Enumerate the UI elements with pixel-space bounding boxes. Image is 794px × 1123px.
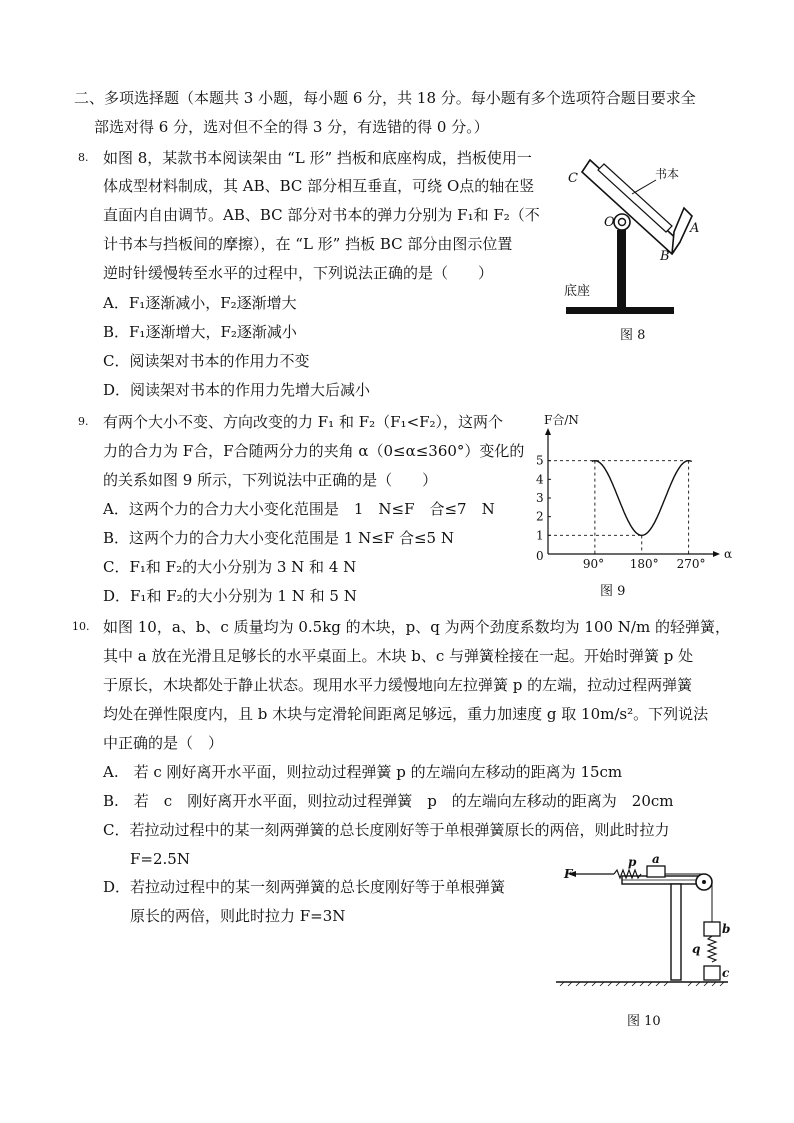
question-text-line: 中正确的是（ ） xyxy=(103,734,224,752)
question-number: 8. xyxy=(78,151,89,164)
y-tick-label: 3 xyxy=(536,491,544,505)
label-c: c xyxy=(722,966,730,980)
option-c: C．阅读架对书本的作用力不变 xyxy=(103,352,310,370)
series-line xyxy=(592,461,692,536)
table-leg xyxy=(671,884,681,980)
option-c-continued: F=2.5N xyxy=(130,850,190,868)
question-text-line: 其中 a 放在光滑且足够长的水平桌面上。木块 b、c 与弹簧栓接在一起。开始时弹簧 p 处 xyxy=(103,647,694,665)
option-b: B．这两个力的合力大小变化范围是 1 N≤F 合≤5 N xyxy=(103,529,454,547)
question-text-line: 力的合力为 F合，F合随两分力的夹角 α（0≤α≤360°）变化的 xyxy=(103,442,525,460)
section-header-line1: 二、多项选择题（本题共 3 小题，每小题 6 分，共 18 分。每小题有多个选项符合题目要求全 xyxy=(74,89,696,107)
question-text-line: 体成型材料制成，其 AB、BC 部分相互垂直，可绕 O点的轴在竖 xyxy=(103,177,535,195)
question-text-line: 逆时针缓慢转至水平的过程中，下列说法正确的是（ ） xyxy=(103,264,494,282)
block-c xyxy=(704,966,720,980)
stand-pole xyxy=(617,230,626,308)
label-q: q xyxy=(692,942,701,956)
option-d: D．若拉动过程中的某一刻两弹簧的总长度刚好等于单根弹簧 xyxy=(103,878,506,896)
option-b: B. 若 c 刚好离开水平面，则拉动过程弹簧 p 的左端向左移动的距离为 20cm xyxy=(103,792,674,810)
question-text-line: 直面内自由调节。AB、BC 部分对书本的弹力分别为 F₁和 F₂（不 xyxy=(103,206,540,224)
book-leader-line xyxy=(632,180,656,194)
block-a xyxy=(647,866,665,877)
option-d: D．阅读架对书本的作用力先增大后减小 xyxy=(103,381,371,399)
question-number: 9. xyxy=(78,415,89,428)
label-b: B xyxy=(660,249,670,264)
question-text-line: 有两个大小不变、方向改变的力 F₁ 和 F₂（F₁<F₂），这两个 xyxy=(103,413,504,431)
question-text-line: 的关系如图 9 所示，下列说法中正确的是（ ） xyxy=(103,471,438,489)
label-f: F xyxy=(564,867,573,881)
board-ab xyxy=(672,208,692,254)
question-number: 10. xyxy=(72,620,90,633)
y-tick-label: 1 xyxy=(536,528,544,543)
question-text-line: 均处在弹性限度内，且 b 木块与定滑轮间距离足够远，重力加速度 g 取 10m/s²。下列说法 xyxy=(103,705,709,723)
label-base: 底座 xyxy=(564,284,591,299)
label-p: p xyxy=(628,855,637,869)
figure-8-reading-stand xyxy=(560,150,700,350)
figure-9-chart xyxy=(526,413,733,578)
question-text-line: 于原长，木块都处于静止状态。现用水平力缓慢地向左拉弹簧 p 的左端，拉动过程两弹簧 xyxy=(103,676,693,694)
block-b xyxy=(704,922,720,936)
option-c: C．若拉动过程中的某一刻两弹簧的总长度刚好等于单根弹簧原长的两倍，则此时拉力 xyxy=(103,821,670,839)
option-a: A．F₁逐渐减小，F₂逐渐增大 xyxy=(103,294,297,312)
label-c: C xyxy=(568,171,578,186)
option-a: A. 若 c 刚好离开水平面，则拉动过程弹簧 p 的左端向左移动的距离为 15cm xyxy=(103,763,623,781)
figure-10-pulley-system xyxy=(552,852,732,992)
section-header-line2: 部选对得 6 分，选对但不全的得 3 分，有选错的得 0 分。） xyxy=(94,118,489,136)
stand-base xyxy=(566,307,674,314)
y-tick-label: 5 xyxy=(536,453,544,468)
label-a: a xyxy=(652,852,660,866)
spring-q xyxy=(708,936,716,962)
x-axis-arrow xyxy=(713,551,720,557)
x-tick-label: 180° xyxy=(629,557,659,571)
y-axis-label: F合/N xyxy=(544,413,579,427)
question-text-line: 计书本与挡板间的摩擦），在 “L 形” 挡板 BC 部分由图示位置 xyxy=(103,235,513,253)
y-tick-label: 4 xyxy=(536,472,544,487)
option-a: A．这两个力的合力大小变化范围是 1 N≤F 合≤7 N xyxy=(103,500,495,518)
x-tick-label: 270° xyxy=(676,557,706,571)
figure-8-caption: 图 8 xyxy=(620,328,646,343)
y-axis-arrow xyxy=(545,428,551,435)
label-b: b xyxy=(722,922,731,936)
option-d: D．F₁和 F₂的大小分别为 1 N 和 5 N xyxy=(103,587,357,605)
label-a: A xyxy=(690,221,700,236)
origin-label: 0 xyxy=(536,549,544,563)
y-tick-label: 2 xyxy=(536,509,544,524)
figure-9-caption: 图 9 xyxy=(600,584,626,599)
label-book: 书本 xyxy=(655,167,680,181)
option-b: B．F₁逐渐增大，F₂逐渐减小 xyxy=(103,323,297,341)
question-text-line: 如图 8，某款书本阅读架由 “L 形” 挡板和底座构成，挡板使用一 xyxy=(103,149,532,167)
figure-10-caption: 图 10 xyxy=(627,1014,661,1029)
x-axis-label: α xyxy=(724,547,733,561)
option-c: C．F₁和 F₂的大小分别为 3 N 和 4 N xyxy=(103,558,357,576)
option-d-continued: 原长的两倍，则此时拉力 F=3N xyxy=(130,907,346,925)
x-tick-label: 90° xyxy=(582,557,605,571)
label-o: O xyxy=(604,215,615,230)
question-text-line: 如图 10，a、b、c 质量均为 0.5kg 的木块，p、q 为两个劲度系数均为 100 N/m 的轻弹簧， xyxy=(103,618,730,636)
